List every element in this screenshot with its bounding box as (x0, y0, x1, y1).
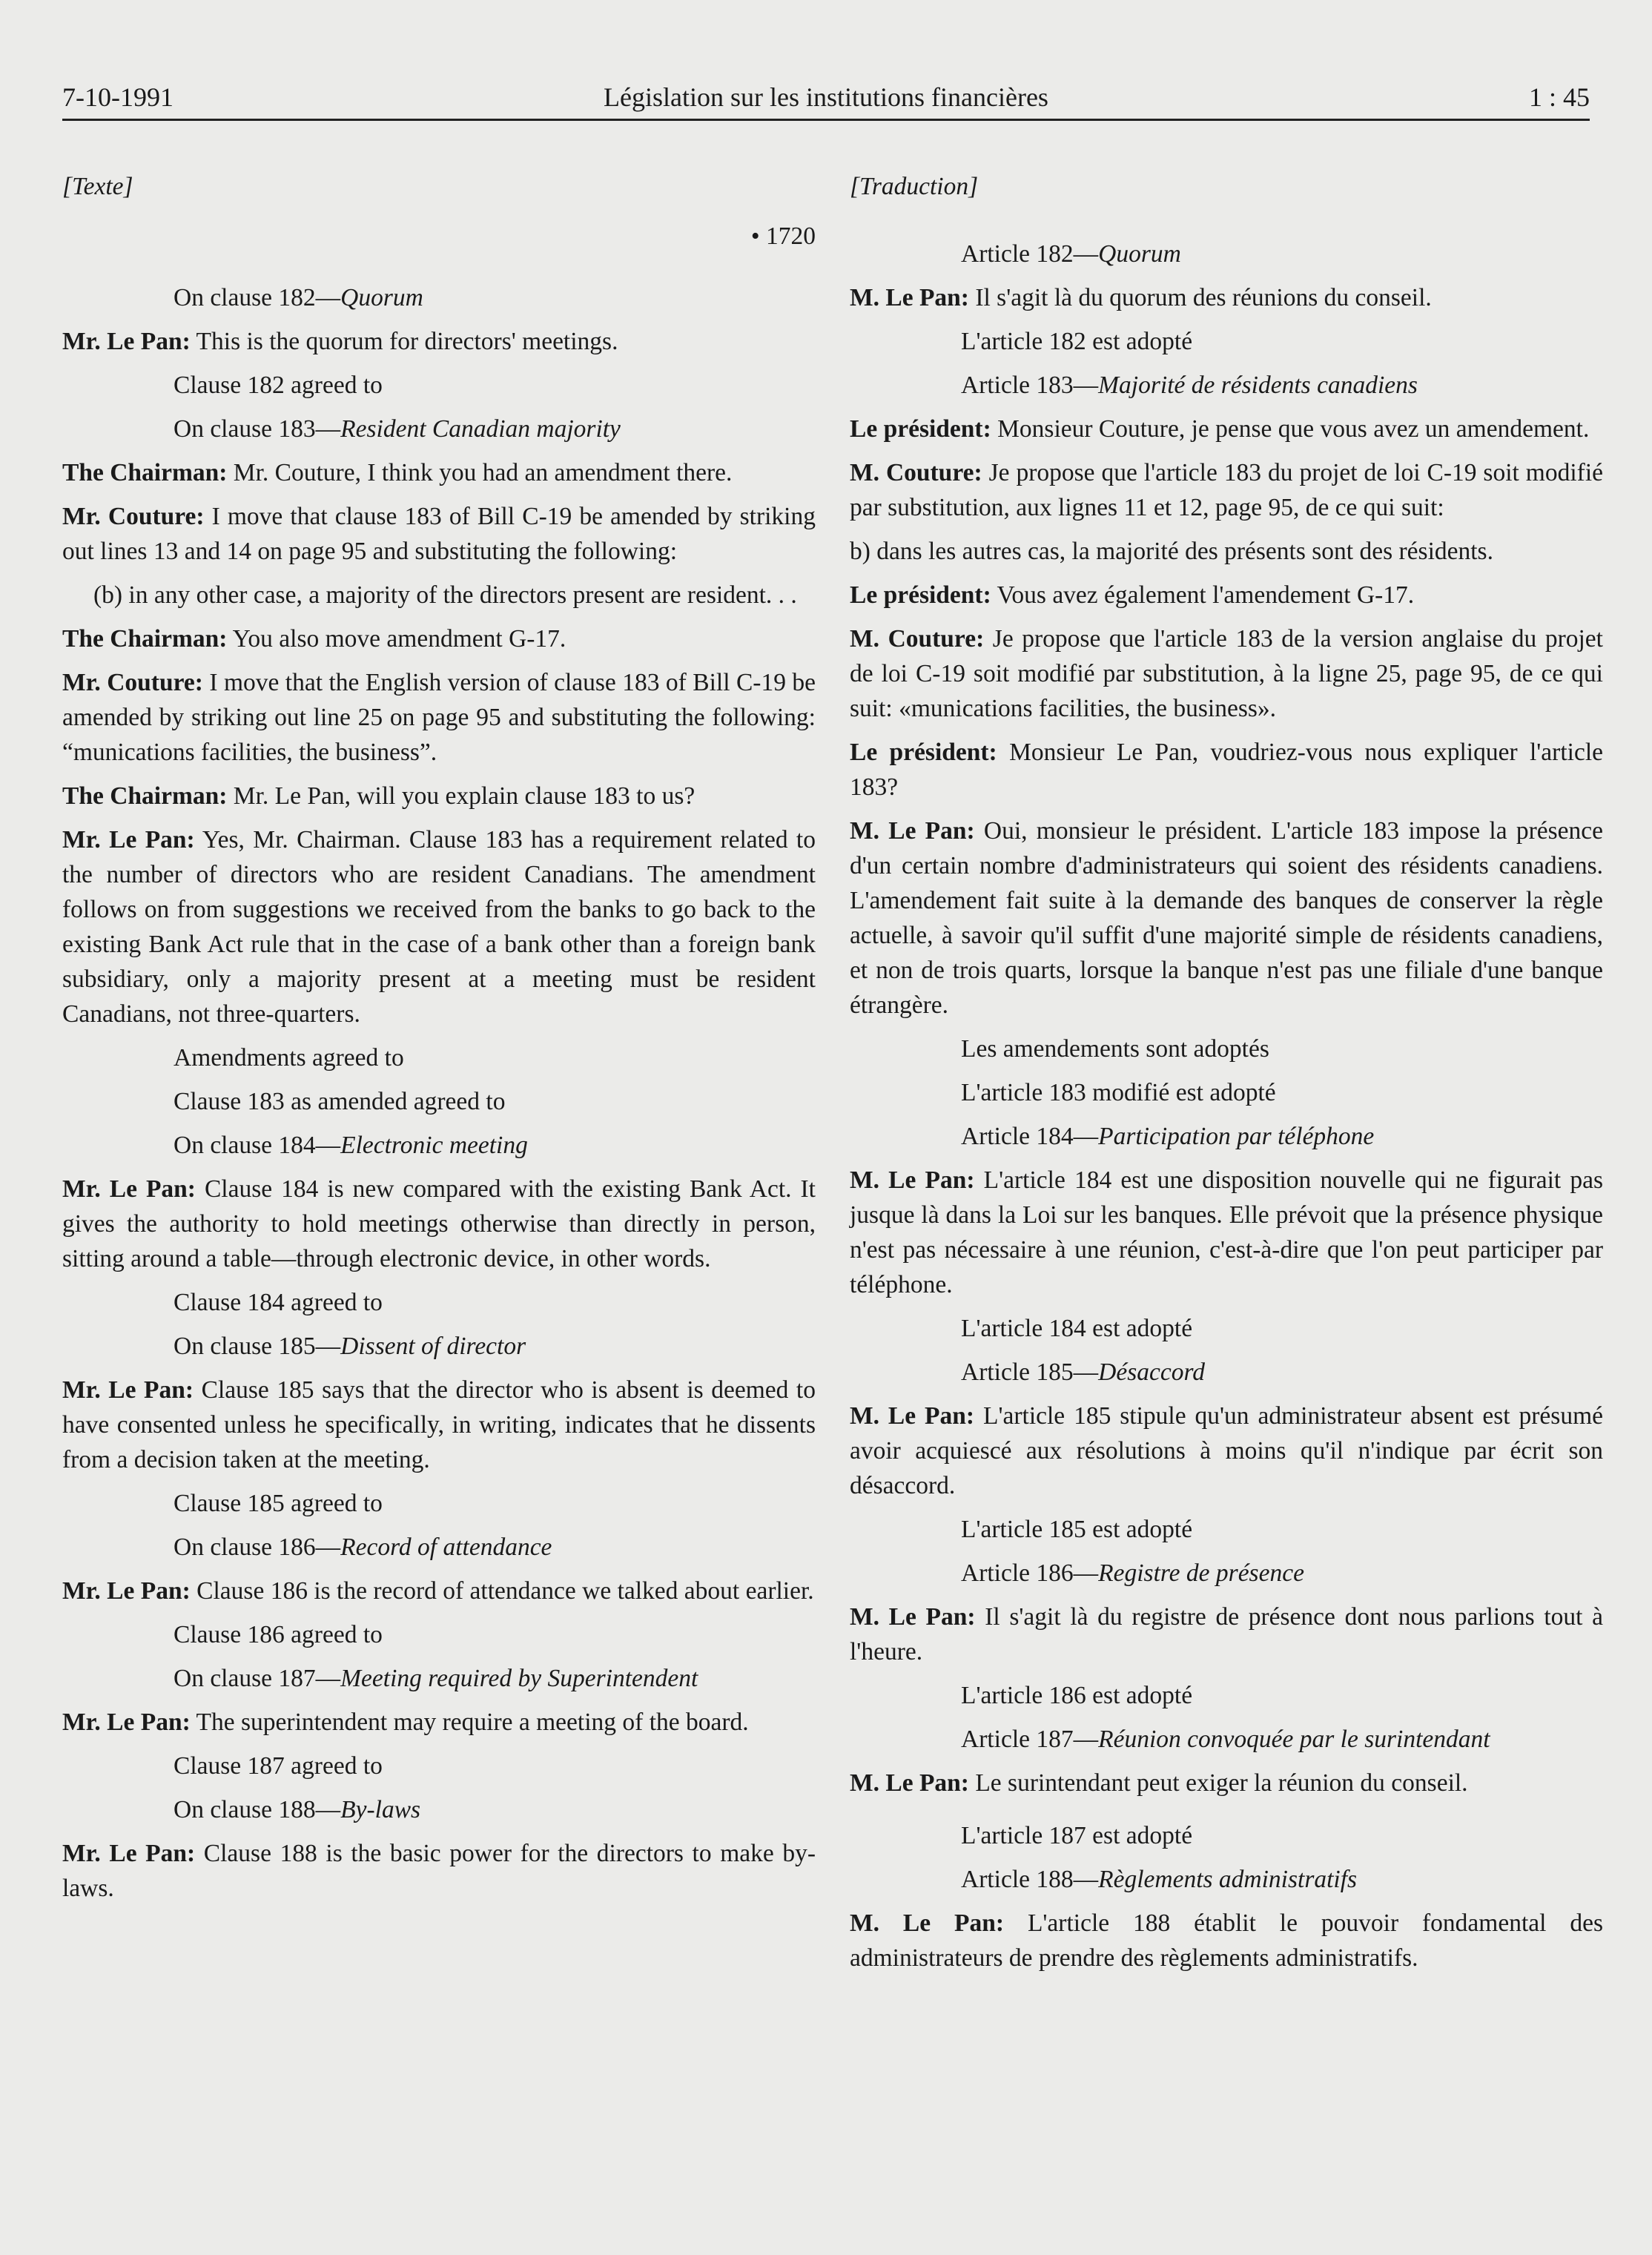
clause-prefix: Article 188— (961, 1866, 1099, 1893)
speech-text: L'article 185 stipule qu'un administrateur absent est présumé avoir acquiescé aux résolutions à moins qu'il n'indique par écrit son désaccord. (850, 1402, 1603, 1499)
speech-paragraph (850, 455, 1603, 525)
clause-title: Quorum (1098, 240, 1181, 268)
clause-heading (850, 237, 1603, 271)
amendment-quote: (b) in any other case, a majority of the directors present are resident. . . (93, 581, 797, 609)
clause-prefix: L'article 184 est adopté (961, 1315, 1193, 1342)
speech-text: Mr. Le Pan, will you explain clause 183 to us? (233, 782, 696, 810)
clause-heading (62, 368, 816, 403)
clause-heading (850, 1818, 1603, 1853)
speech-paragraph (850, 1906, 1603, 1975)
clause-heading (850, 1311, 1603, 1346)
clause-prefix: Article 186— (961, 1559, 1099, 1587)
speaker-name: The Chairman: (62, 625, 228, 653)
clause-prefix: On clause 187— (174, 1665, 341, 1692)
speaker-name: Mr. Le Pan: (62, 826, 195, 854)
speaker-name: M. Le Pan: (850, 1402, 975, 1430)
clause-prefix: L'article 185 est adopté (961, 1516, 1193, 1543)
speech-paragraph (62, 1373, 816, 1477)
speech-paragraph (850, 1766, 1603, 1800)
clause-title: Record of attendance (340, 1533, 552, 1561)
clause-heading (850, 1678, 1603, 1713)
clause-title: Resident Canadian majority (340, 415, 621, 443)
speech-text: The superintendent may require a meeting of the board. (196, 1708, 749, 1736)
clause-title: Réunion convoquée par le surintendant (1098, 1726, 1490, 1753)
speech-paragraph (850, 621, 1603, 726)
clause-prefix: Article 185— (961, 1358, 1099, 1386)
column-label-texte: [Texte] (62, 173, 133, 200)
clause-heading (62, 1486, 816, 1521)
speaker-name: Mr. Le Pan: (62, 328, 191, 355)
clause-heading (62, 1084, 816, 1119)
clause-heading (850, 1512, 1603, 1547)
speech-text: Clause 188 is the basic power for the directors to make by-laws. (62, 1840, 816, 1902)
speaker-name: M. Le Pan: (850, 1603, 976, 1631)
speaker-name: Le président: (850, 415, 991, 443)
english-column (62, 169, 816, 1915)
speaker-name: M. Couture: (850, 459, 982, 486)
clause-heading (62, 280, 816, 315)
time-marker: • 1720 (750, 222, 816, 250)
clause-heading (62, 1040, 816, 1075)
clause-title: Majorité de résidents canadiens (1098, 372, 1418, 399)
speech-paragraph (62, 665, 816, 770)
speech-text: Il s'agit là du quorum des réunions du conseil. (975, 284, 1432, 311)
clause-prefix: L'article 182 est adopté (961, 328, 1193, 355)
speech-paragraph (62, 455, 816, 490)
clause-prefix: On clause 186— (174, 1533, 341, 1561)
speech-text: Clause 184 is new compared with the existing Bank Act. It gives the authority to hold meetings otherwise than directly in person, sitting around a table—through electronic device, in other words. (62, 1175, 816, 1272)
page-header (62, 77, 1590, 121)
clause-heading (850, 1119, 1603, 1154)
clause-prefix: Clause 183 as amended agreed to (174, 1088, 506, 1115)
clause-heading (62, 1329, 816, 1364)
clause-prefix: On clause 182— (174, 284, 341, 311)
speech-text: L'article 188 établit le pouvoir fondamental des administrateurs de prendre des règlements administratifs. (850, 1909, 1603, 1972)
speaker-name: Mr. Le Pan: (62, 1840, 196, 1867)
clause-heading (62, 1530, 816, 1565)
speech-paragraph (62, 779, 816, 813)
speech-paragraph (62, 1172, 816, 1276)
speaker-name: Mr. Couture: (62, 503, 205, 530)
clause-prefix: Article 184— (961, 1123, 1099, 1150)
amendment-quote: b) dans les autres cas, la majorité des présents sont des résidents. (850, 538, 1493, 565)
speaker-name: Le président: (850, 739, 997, 766)
header-date: 7-10-1991 (62, 82, 174, 112)
speaker-name: Mr. Le Pan: (62, 1376, 194, 1404)
clause-heading (62, 1617, 816, 1652)
speech-paragraph (850, 412, 1603, 446)
speech-text: I move that the English version of clause 183 of Bill C-19 be amended by striking out line 25 on page 95 and substituting the following: “munications facilities, the business”. (62, 669, 816, 766)
clause-title: Electronic meeting (340, 1132, 528, 1159)
speech-paragraph (850, 578, 1603, 613)
clause-prefix: Article 187— (961, 1726, 1099, 1753)
speech-text: Clause 185 says that the director who is absent is deemed to have consented unless he specifically, in writing, indicates that he dissents from a decision taken at the meeting. (62, 1376, 816, 1473)
speech-paragraph (62, 1574, 816, 1608)
clause-prefix: Clause 182 agreed to (174, 372, 383, 399)
speaker-name: M. Le Pan: (850, 1166, 975, 1194)
clause-title: Dissent of director (340, 1333, 526, 1360)
speaker-name: M. Le Pan: (850, 284, 969, 311)
speech-text: Mr. Couture, I think you had an amendment there. (233, 459, 733, 486)
speaker-name: M. Le Pan: (850, 817, 975, 845)
clause-prefix: On clause 183— (174, 415, 341, 443)
speech-paragraph (62, 1705, 816, 1740)
clause-prefix: Clause 184 agreed to (174, 1289, 383, 1316)
clause-prefix: Article 182— (961, 240, 1099, 268)
clause-prefix: On clause 184— (174, 1132, 341, 1159)
speech-text: This is the quorum for directors' meetings. (196, 328, 618, 355)
clause-heading (62, 412, 816, 446)
speech-text: Je propose que l'article 183 de la version anglaise du projet de loi C-19 soit modifié par substitution, à la ligne 25, page 95, de ce qui suit: «munications facilities, the business». (850, 625, 1603, 722)
speech-paragraph (850, 280, 1603, 315)
clause-title: By-laws (340, 1796, 421, 1823)
clause-title: Meeting required by Superintendent (340, 1665, 698, 1692)
speech-text: Clause 186 is the record of attendance we talked about earlier. (196, 1577, 814, 1605)
clause-prefix: Article 183— (961, 372, 1099, 399)
speech-paragraph (62, 499, 816, 569)
speech-text: Je propose que l'article 183 du projet de loi C-19 soit modifié par substitution, aux lignes 11 et 12, page 95, de ce qui suit: (850, 459, 1603, 521)
clause-prefix: Clause 186 agreed to (174, 1621, 383, 1648)
clause-prefix: Clause 187 agreed to (174, 1752, 383, 1780)
speech-text: L'article 184 est une disposition nouvelle qui ne figurait pas jusque là dans la Loi sur les banques. Elle prévoit que la présence physique n'est pas nécessaire à une réunion, c'est-à-dire que l'on peut participer par téléphone. (850, 1166, 1604, 1298)
speech-text: Il s'agit là du registre de présence dont nous parlions tout à l'heure. (850, 1603, 1603, 1665)
clause-heading (850, 1862, 1603, 1897)
speech-text: Vous avez également l'amendement G-17. (997, 581, 1415, 609)
speech-text: Le surintendant peut exiger la réunion du conseil. (975, 1769, 1468, 1797)
speaker-name: M. Le Pan: (850, 1769, 969, 1797)
clause-prefix: L'article 186 est adopté (961, 1682, 1193, 1709)
clause-title: Registre de présence (1098, 1559, 1304, 1587)
clause-heading (850, 1075, 1603, 1110)
speech-paragraph (62, 1836, 816, 1906)
speaker-name: Mr. Le Pan: (62, 1577, 191, 1605)
clause-prefix: L'article 183 modifié est adopté (961, 1079, 1276, 1106)
speaker-name: Le président: (850, 581, 991, 609)
speech-paragraph (850, 1163, 1603, 1302)
speech-text: Monsieur Le Pan, voudriez-vous nous expliquer l'article 183? (850, 739, 1603, 801)
speech-text: You also move amendment G-17. (232, 625, 566, 653)
clause-prefix: On clause 185— (174, 1333, 341, 1360)
speech-paragraph (850, 813, 1603, 1023)
speech-paragraph (62, 324, 816, 359)
speech-paragraph (62, 621, 816, 656)
french-column (850, 169, 1603, 1984)
clause-title: Règlements administratifs (1098, 1866, 1358, 1893)
clause-title: Quorum (340, 284, 423, 311)
speaker-name: M. Le Pan: (850, 1909, 1005, 1937)
clause-heading (62, 1749, 816, 1783)
clause-prefix: L'article 187 est adopté (961, 1822, 1193, 1849)
clause-heading (850, 1031, 1603, 1066)
header-title: Législation sur les institutions financières (604, 82, 1048, 112)
speech-paragraph (850, 735, 1603, 805)
clause-heading (850, 1556, 1603, 1591)
speaker-name: Mr. Couture: (62, 669, 203, 696)
speech-paragraph (62, 822, 816, 1031)
clause-prefix: Clause 185 agreed to (174, 1490, 383, 1517)
clause-heading (62, 1661, 816, 1696)
clause-heading (850, 368, 1603, 403)
speaker-name: Mr. Le Pan: (62, 1175, 196, 1203)
clause-heading (850, 1722, 1603, 1757)
clause-prefix: Les amendements sont adoptés (961, 1035, 1269, 1063)
clause-prefix: On clause 188— (174, 1796, 341, 1823)
speech-paragraph (850, 1599, 1603, 1669)
clause-heading (850, 324, 1603, 359)
column-label-traduction: [Traduction] (850, 173, 979, 200)
speaker-name: The Chairman: (62, 782, 228, 810)
speaker-name: Mr. Le Pan: (62, 1708, 191, 1736)
speech-text: I move that clause 183 of Bill C-19 be amended by striking out lines 13 and 14 on page 95 and substituting the following: (62, 503, 816, 565)
clause-title: Participation par téléphone (1098, 1123, 1375, 1150)
speech-text: Oui, monsieur le président. L'article 183 impose la présence d'un certain nombre d'administrateurs qui soient des résidents canadiens. L'amendement fait suite à la demande des banques de conserver la règle actuelle, à savoir qu'il suffit d'une majorité simple de résidents canadiens, et non de trois quarts, lorsque la banque n'est pas une filiale d'une banque étrangère. (850, 817, 1603, 1019)
clause-heading (62, 1792, 816, 1827)
speaker-name: The Chairman: (62, 459, 228, 486)
header-page-number: 1 : 45 (1528, 82, 1590, 112)
clause-heading (62, 1128, 816, 1163)
clause-heading (62, 1285, 816, 1320)
speech-text: Yes, Mr. Chairman. Clause 183 has a requirement related to the number of directors who are resident Canadians. The amendment follows on from suggestions we received from the banks to go back to the existing Bank Act rule that in the case of a bank other than a foreign bank subsidiary, only a majority present at a meeting must be resident Canadians, not three-quarters. (62, 826, 816, 1028)
clause-heading (850, 1355, 1603, 1390)
clause-title: Désaccord (1098, 1358, 1206, 1386)
speech-text: Monsieur Couture, je pense que vous avez un amendement. (997, 415, 1590, 443)
speaker-name: M. Couture: (850, 625, 985, 653)
clause-prefix: Amendments agreed to (174, 1044, 404, 1072)
speech-paragraph (850, 1399, 1603, 1503)
